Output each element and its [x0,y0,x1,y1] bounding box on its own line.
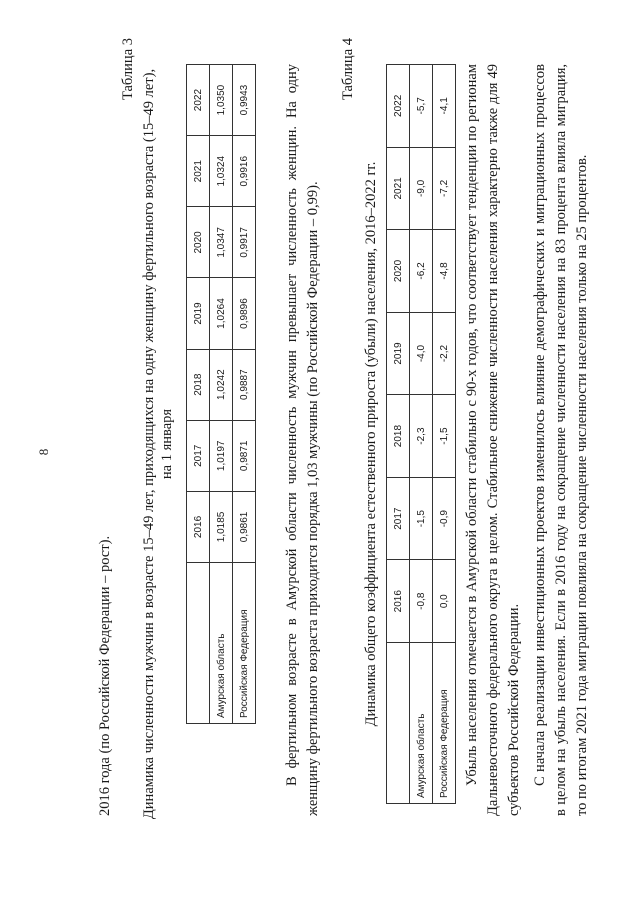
table3 [186,64,256,724]
table-cell: -0,9 [433,477,456,560]
table3-header-cell [187,563,210,724]
table3-header-cell: 2016 [187,491,210,562]
table-cell: -2,3 [410,395,433,478]
table3-label: Таблица 3 [120,38,136,101]
table-cell: -1,5 [410,477,433,560]
paragraph-decline [462,64,525,816]
table-cell: -5,7 [410,65,433,148]
table3-header-cell: 2019 [187,278,210,349]
row-label: Российская Федерация [433,643,456,804]
table4-header-cell: 2017 [387,477,410,560]
table-cell: 0,9943 [233,65,256,136]
table4 [386,64,456,804]
table-cell: 0,9917 [233,207,256,278]
table4-header-cell: 2020 [387,230,410,313]
table-cell: -4,8 [433,230,456,313]
table-cell: 1,0350 [210,65,233,136]
table4-caption: Динамика общего коэффициента естественного прироста (убыли) населения, 2016–2022 гг. [363,161,379,727]
table-cell: 1,0242 [210,349,233,420]
table3-caption [140,64,176,824]
table4-header-cell: 2022 [387,65,410,148]
table-row [433,65,456,804]
table4-header-cell: 2016 [387,560,410,643]
table-cell: 0,9871 [233,420,256,491]
table-cell: 1,0324 [210,136,233,207]
table-cell: 1,0347 [210,207,233,278]
intro-line: 2016 года (по Российской Федерации – рост). [97,535,113,816]
paragraph-fertile [282,64,324,816]
paragraph-decline-text: Убыль населения отмечается в Амурской области стабильно с 90-х годов, что соответствует тенденции по регионам Дальневосточного федерального округа в целом. Стабильное снижение численности населения характерно также для 49 субъектов Российской Федерации. [464,64,522,816]
table3-caption-line2: на 1 января [159,408,175,480]
table3-header-row [187,65,210,724]
table-cell: -7,2 [433,147,456,230]
table4-header-cell [387,643,410,804]
table4-header-cell: 2019 [387,312,410,395]
table-row [410,65,433,804]
paragraph-migration [530,64,593,816]
table3-caption-line1: Динамика численности мужчин в возрасте 15–49 лет, приходящихся на одну женщину фертильного возраста (15–49 лет), [141,68,157,820]
table-cell: 0,9861 [233,491,256,562]
table4-label: Таблица 4 [340,38,356,101]
table3-header-cell: 2020 [187,207,210,278]
table-cell: -4,0 [410,312,433,395]
table-cell: 0,9887 [233,349,256,420]
table-cell: 0,0 [433,560,456,643]
table3-header-cell: 2021 [187,136,210,207]
table-cell: 0,9896 [233,278,256,349]
paragraph-fertile-text: В фертильном возрасте в Амурской области численность мужчин превышает численность женщин. На одну женщину фертильного возраста приходится порядка 1,03 мужчины (по Российской Федерации – 0,99). [284,64,321,816]
table-cell: -9,0 [410,147,433,230]
table3-header-cell: 2022 [187,65,210,136]
row-label: Российская Федерация [233,563,256,724]
table4-header-row [387,65,410,804]
table4-header-cell: 2018 [387,395,410,478]
table-cell: 1,0185 [210,491,233,562]
table-cell: -1,5 [433,395,456,478]
paragraph-migration-text: С начала реализации инвестиционных проектов изменилось влияние демографических и миграционных процессов в целом на убыль населения. Если в 2016 году на сокращение численности населения на 83 процента влияла миграция, то по итогам 2021 года миграции повлияла на сокращение численности населения только на 25 процентов. [532,64,590,816]
table3-header-cell: 2018 [187,349,210,420]
table-cell: 0,9916 [233,136,256,207]
row-label: Амурская область [410,643,433,804]
table-cell: 1,0264 [210,278,233,349]
table-row [233,65,256,724]
table-cell: -6,2 [410,230,433,313]
table-cell: 1,0197 [210,420,233,491]
table-cell: -0,8 [410,560,433,643]
table3-header-cell: 2017 [187,420,210,491]
table-cell: -2,2 [433,312,456,395]
table-cell: -4,1 [433,65,456,148]
row-label: Амурская область [210,563,233,724]
table-row [210,65,233,724]
page-number: 8 [36,448,51,456]
table4-header-cell: 2021 [387,147,410,230]
